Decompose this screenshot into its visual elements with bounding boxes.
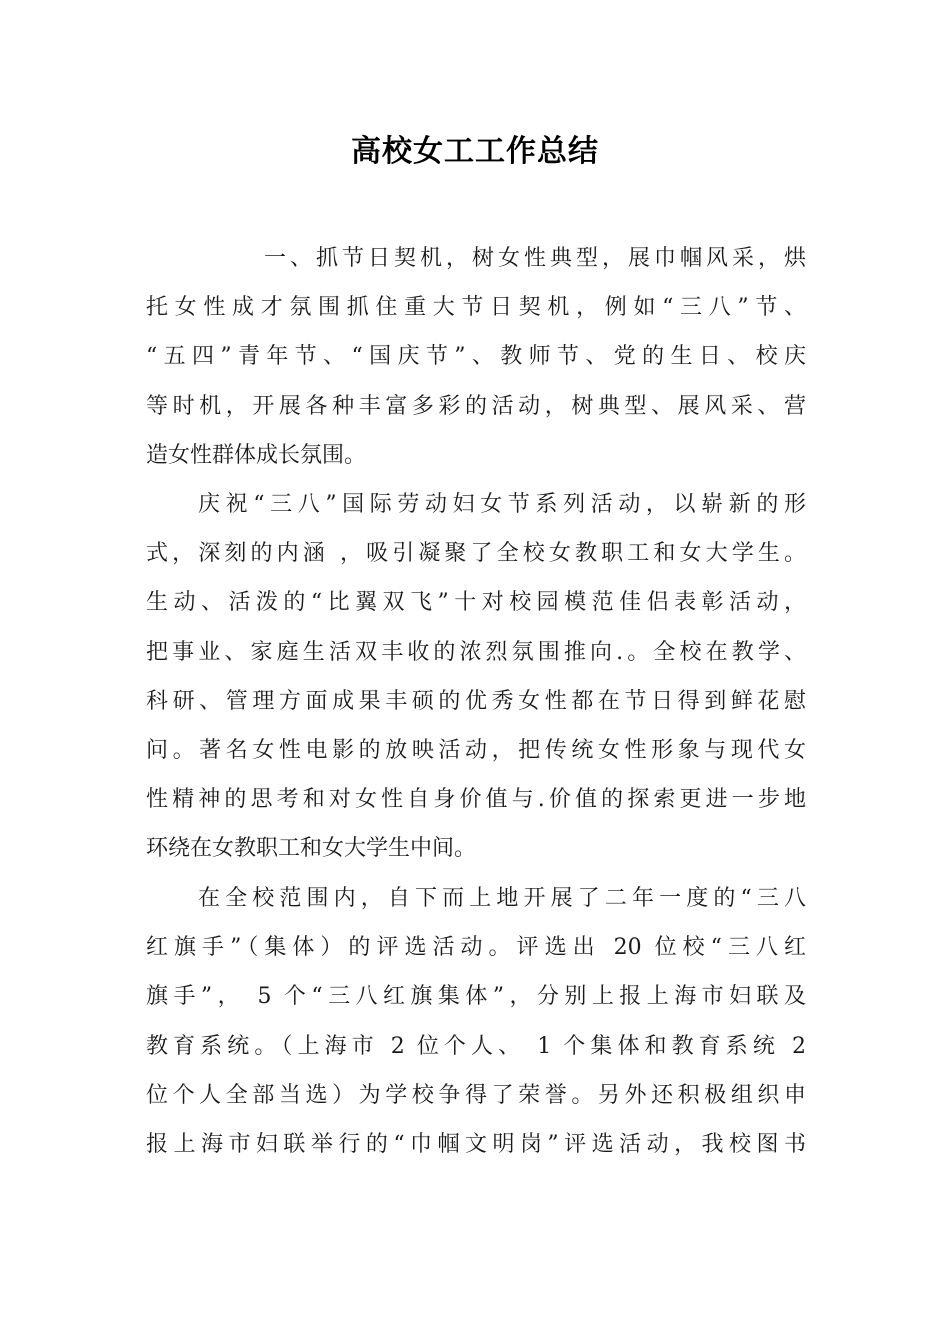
paragraph-line: 把事业、家庭生活双丰收的浓烈氛围推向.。全校在教学、 [146,639,806,665]
paragraph-line: 教育系统。（上海市 2 位个人、 1 个集体和教育系统 2 [146,1033,806,1059]
paragraph-line: 庆祝“三八”国际劳动妇女节系列活动，以崭新的形 [198,492,806,517]
paragraph-line: 环绕在女教职工和女大学生中间。 [146,836,477,862]
paragraph-line: 报上海市妇联举行的“巾帼文明岗”评选活动，我校图书 [146,1131,806,1157]
paragraph-line: 托女性成才氛围抓住重大节日契机，例如“三八”节、 [146,295,806,321]
paragraph-line: 式，深刻的内涵 ，吸引凝聚了全校女教职工和女大学生。 [146,541,806,567]
paragraph-1 [146,234,806,480]
paragraph-line: 生动、活泼的“比翼双飞”十对校园模范佳侣表彰活动， [146,590,806,616]
paragraph-line: 在全校范围内，自下而上地开展了二年一度的“三八 [198,886,806,911]
paragraph-line: 一、抓节日契机，树女性典型，展巾帼风采，烘 [264,246,806,271]
paragraph-line: 性精神的思考和对女性自身价值与.价值的探索更进一步地 [146,787,806,813]
paragraph-line: 位个人全部当选）为学校争得了荣誉。另外还积极组织申 [146,1082,806,1108]
paragraph-line: 科研、管理方面成果丰硕的优秀女性都在节日得到鲜花慰 [146,688,806,714]
paragraph-line: 造女性群体成长氛围。 [146,442,367,468]
paragraph-line: “五四”青年节、“国庆节”、教师节、党的生日、校庆 [146,344,806,370]
paragraph-3 [146,874,806,1169]
paragraph-line: 红旗手”（集体）的评选活动。评选出 20 位校“三八红 [146,935,806,961]
document-title: 高校女工工作总结 [351,134,599,169]
paragraph-line: 问。著名女性电影的放映活动，把传统女性形象与现代女 [146,737,806,763]
paragraph-line: 旗手”， 5 个“三八红旗集体”，分别上报上海市妇联及 [146,984,806,1010]
paragraph-2 [146,480,806,874]
paragraph-line: 等时机，开展各种丰富多彩的活动，树典型、展风采、营 [146,393,806,419]
